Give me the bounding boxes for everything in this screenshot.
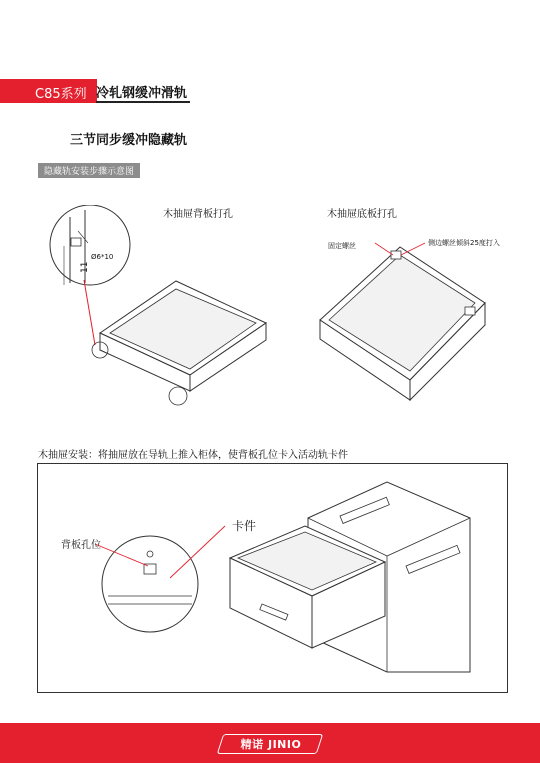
- right-diagram-caption: 木抽屉底板打孔: [327, 209, 397, 220]
- section-badge-label: 隐藏轨安装步骤示意图: [44, 167, 135, 177]
- left-diagram-caption: 木抽屉背板打孔: [163, 209, 233, 220]
- corner-circle-bottom: [169, 387, 187, 405]
- install-diagram: [40, 466, 505, 690]
- series-tag: [0, 79, 97, 103]
- side-screw-label: 侧边螺丝倾斜25度打入: [428, 239, 500, 247]
- install-instruction: 木抽屉安装：将抽屉放在导轨上推入柜体，使背板孔位卡入活动轨卡件: [38, 450, 348, 461]
- title-underline: [96, 101, 190, 103]
- bottom-panel-drilling-diagram: [315, 225, 520, 410]
- product-subtitle: 三节同步缓冲隐藏轨: [70, 133, 188, 148]
- zoom-circle: [50, 205, 130, 285]
- product-title: 冷轧钢缓冲滑轨: [96, 86, 188, 101]
- series-label: C85系列: [35, 87, 87, 102]
- clip-zoom-circle: [102, 536, 198, 632]
- diameter-dim-label: Ø6*10: [91, 253, 114, 261]
- back-panel-drilling-diagram: [40, 205, 280, 420]
- back-hole-label: 背板孔位: [61, 540, 101, 551]
- screw-right: [465, 307, 475, 315]
- height-dim-label: 11: [80, 261, 90, 273]
- brand-logo: [225, 736, 317, 752]
- zoom-leader-line: [84, 280, 95, 345]
- fixing-screw-label: 固定螺丝: [328, 242, 356, 250]
- clip-label: 卡件: [232, 519, 257, 533]
- side-screw-leader: [401, 243, 425, 255]
- hole-mark: [71, 238, 81, 246]
- brand-en: JINIO: [268, 738, 302, 751]
- brand-cn: 精诺: [240, 738, 264, 751]
- fixing-screw-leader: [375, 243, 393, 255]
- section-badge: [38, 163, 140, 178]
